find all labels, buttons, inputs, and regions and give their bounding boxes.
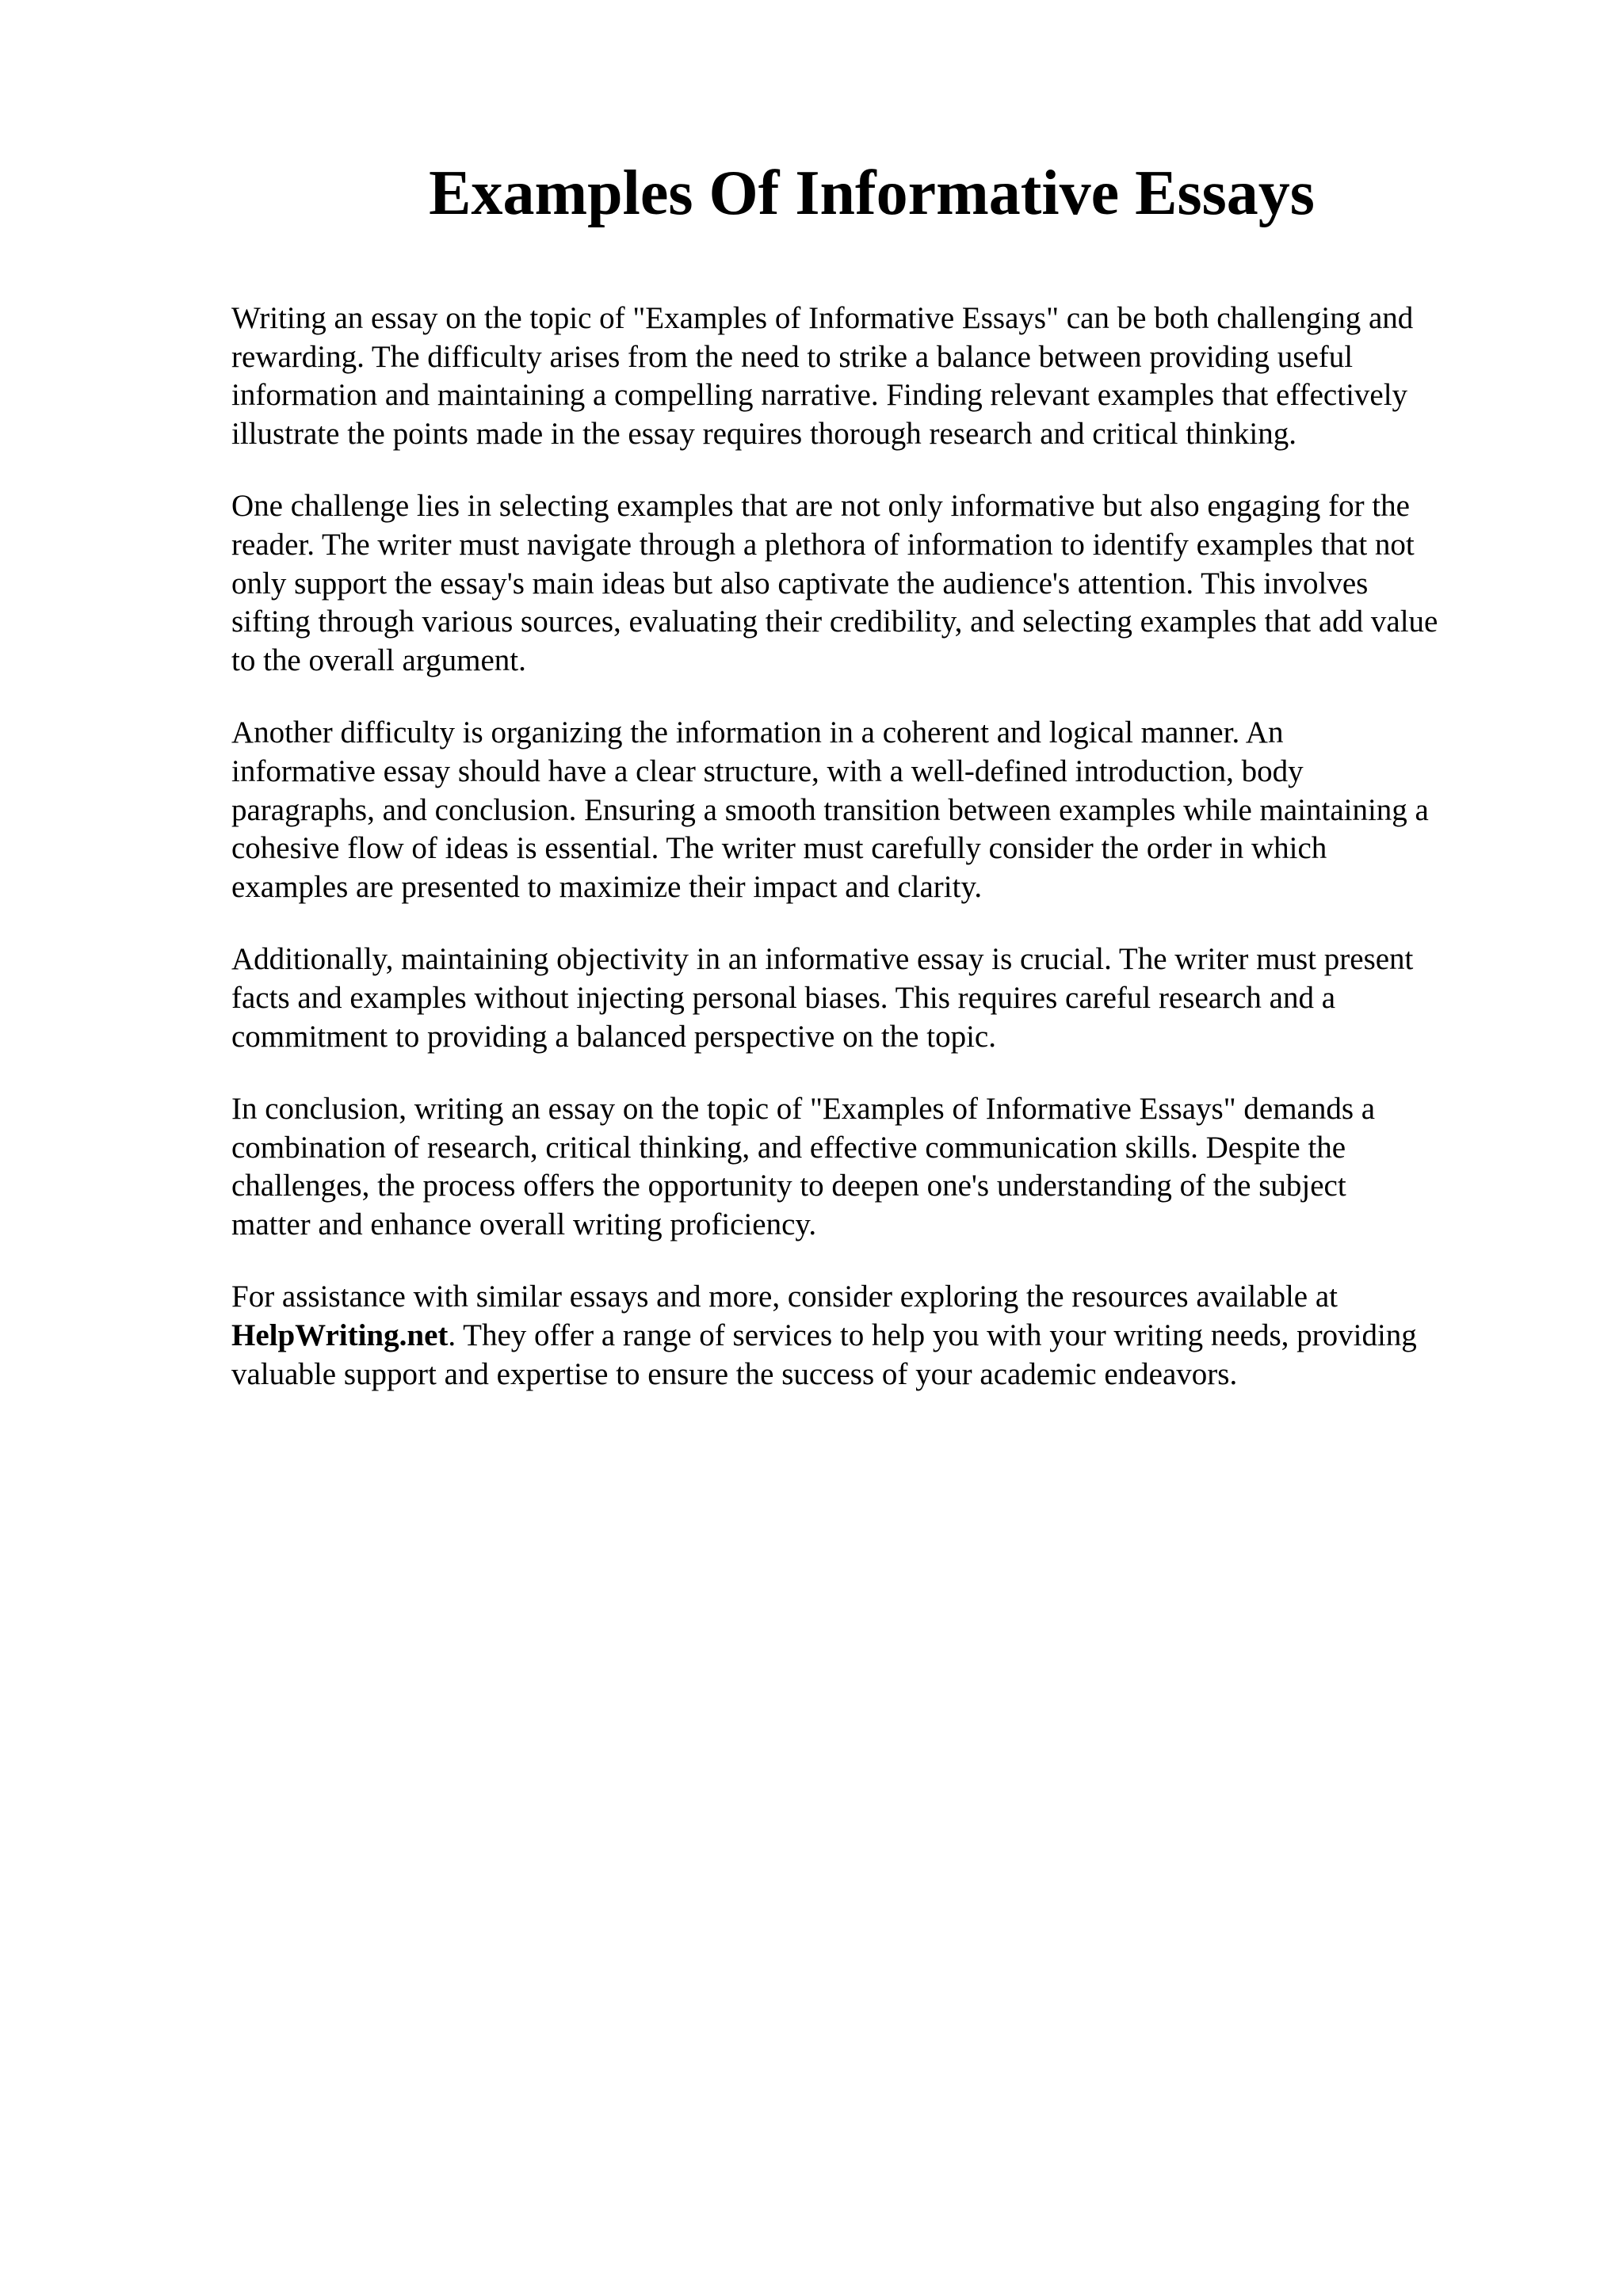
text-line: sifting through various sources, evaluating their credibility, and selecting examples that add value: [231, 605, 1438, 639]
text-line: illustrate the points made in the essay requires thorough research and critical thinking.: [231, 416, 1297, 451]
text-line: facts and examples without injecting personal biases. This requires careful research and a: [231, 980, 1336, 1015]
document-body: [231, 299, 1531, 1428]
text-line: only support the essay's main ideas but also captivate the audience's attention. This involves: [231, 566, 1369, 601]
text-line: One challenge lies in selecting examples that are not only informative but also engaging for the: [231, 489, 1410, 524]
text-line: paragraphs, and conclusion. Ensuring a smooth transition between examples while maintaining a: [231, 792, 1429, 827]
paragraph-1: [231, 299, 1531, 453]
text-line: commitment to providing a balanced perspective on the topic.: [231, 1019, 996, 1054]
document-title: Examples Of Informative Essays: [429, 158, 1315, 228]
closing-paragraph: [231, 1278, 1531, 1394]
text-line: reader. The writer must navigate through a plethora of information to identify examples that not: [231, 527, 1415, 562]
text-line: [231, 1317, 1531, 1356]
paragraph-3: [231, 714, 1531, 906]
text-line: rewarding. The difficulty arises from the need to strike a balance between providing useful: [231, 339, 1354, 374]
text-line: Another difficulty is organizing the information in a coherent and logical manner. An: [231, 715, 1284, 750]
text-line: informative essay should have a clear structure, with a well-defined introduction, body: [231, 753, 1304, 788]
closing-line2-text: . They offer a range of services to help you with your writing needs, providing: [448, 1318, 1417, 1353]
text-line: Writing an essay on the topic of "Examples of Informative Essays" can be both challenging and: [231, 301, 1414, 335]
text-line: For assistance with similar essays and more, consider exploring the resources available at: [231, 1280, 1338, 1314]
text-line: Additionally, maintaining objectivity in an informative essay is crucial. The writer must present: [231, 942, 1414, 977]
text-line: matter and enhance overall writing proficiency.: [231, 1207, 817, 1241]
text-line: to the overall argument.: [231, 643, 526, 677]
text-line: combination of research, critical thinking, and effective communication skills. Despite the: [231, 1130, 1346, 1165]
text-line: examples are presented to maximize their impact and clarity.: [231, 869, 983, 904]
paragraph-5: [231, 1090, 1531, 1244]
text-line: challenges, the process offers the opportunity to deepen one's understanding of the subject: [231, 1169, 1346, 1203]
text-line: valuable support and expertise to ensure the success of your academic endeavors.: [231, 1356, 1238, 1391]
text-line: In conclusion, writing an essay on the topic of "Examples of Informative Essays" demands a: [231, 1092, 1376, 1127]
paragraph-2: [231, 487, 1531, 680]
text-line: information and maintaining a compelling narrative. Finding relevant examples that effectively: [231, 378, 1408, 413]
text-line: cohesive flow of ideas is essential. The writer must carefully consider the order in which: [231, 831, 1327, 866]
paragraph-4: [231, 940, 1531, 1056]
helpwriting-link[interactable]: HelpWriting.net: [231, 1318, 449, 1353]
